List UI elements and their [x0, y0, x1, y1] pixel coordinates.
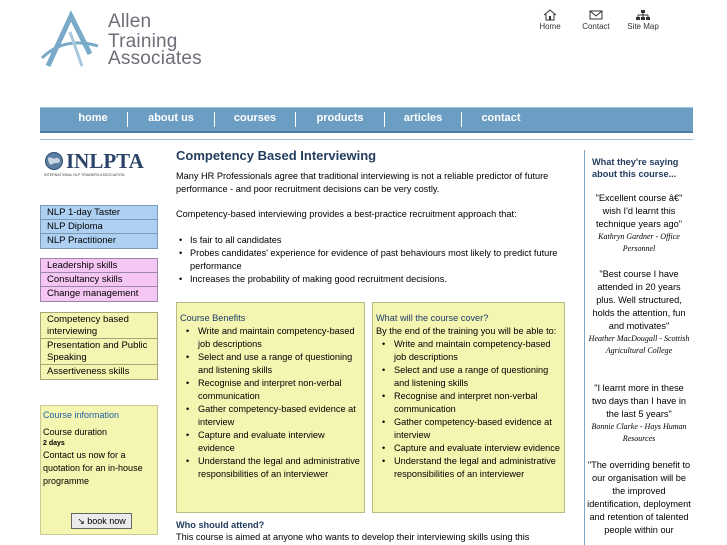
logo-text-line1: Allen — [108, 11, 152, 32]
nav-products[interactable]: products — [316, 112, 364, 124]
sidebar-item-leadership[interactable]: Leadership skills — [40, 258, 158, 274]
logo-text-line2: Training — [108, 31, 178, 52]
list-item: • Capture and evaluate interview evidence — [376, 442, 561, 455]
list-item: • Probes candidates' experience for evidence of past behaviours most likely to predict future performance — [176, 247, 576, 273]
course-info-box — [40, 405, 158, 535]
contact-link[interactable] — [580, 9, 612, 31]
sitemap-icon — [636, 9, 650, 21]
sidebar-item-change-management[interactable]: Change management — [40, 286, 158, 302]
book-now-button[interactable] — [71, 513, 132, 529]
sidebar-item-nlp-taster[interactable]: NLP 1-day Taster — [40, 205, 158, 221]
sitemap-link-label: Site Map — [627, 22, 659, 31]
sidebar-item-assertiveness[interactable]: Assertiveness skills — [40, 364, 158, 380]
globe-icon — [44, 151, 64, 171]
course-contact-text: Contact us now for a quotation for an in-house programme — [43, 450, 143, 486]
list-item: • Is fair to all candidates — [176, 234, 576, 247]
page-title: Competency Based Interviewing — [176, 148, 377, 163]
book-now-label: book now — [87, 516, 126, 526]
course-info-title: Course information — [43, 410, 120, 420]
nav-about-us[interactable]: about us — [148, 112, 194, 124]
company-logo-icon[interactable] — [40, 10, 102, 70]
course-cover-box — [372, 302, 565, 513]
intro-paragraph: Many HR Professionals agree that traditional interviewing is not a reliable predictor of future performance - and poor recruitment decisions can be very costly. — [176, 171, 549, 194]
contact-link-label: Contact — [582, 22, 610, 31]
testimonial-author: Kathryn Gardner - Office Personnel — [598, 232, 680, 253]
testimonial — [587, 382, 691, 445]
course-benefits-title: Course Benefits — [180, 313, 246, 323]
list-item: • Gather competency-based evidence at interview — [376, 416, 561, 442]
nav-courses[interactable]: courses — [233, 112, 277, 124]
home-link-label: Home — [539, 22, 561, 31]
sidebar-item-nlp-practitioner[interactable]: NLP Practitioner — [40, 233, 158, 249]
list-item: • Write and maintain competency-based job descriptions — [376, 338, 561, 364]
list-item: • Capture and evaluate interview evidence — [180, 429, 361, 455]
home-link[interactable] — [536, 9, 564, 31]
testimonial-author: Bonnie Clarke - Hays Human Resources — [591, 422, 687, 443]
logo-text-line3: Associates — [108, 48, 202, 69]
course-duration-value: 2 days — [43, 440, 65, 447]
list-item: • Recognise and interpret non-verbal communication — [376, 390, 561, 416]
list-item: • Gather competency-based evidence at interview — [180, 403, 361, 429]
testimonial-quote: "Excellent course â€" wish I'd learnt this technique years ago" — [595, 193, 683, 229]
nav-divider — [40, 139, 693, 140]
testimonial-quote: "The overriding benefit to our organisation will be the improved identification, deployment and retention of talented people within our — [587, 460, 691, 535]
course-cover-lead: By the end of the training you will be able to: — [376, 326, 557, 336]
nav-contact[interactable]: contact — [481, 112, 521, 124]
benefits-list — [180, 325, 361, 481]
home-icon — [543, 9, 557, 21]
list-item: • Recognise and interpret non-verbal communication — [180, 377, 361, 403]
testimonial — [587, 459, 691, 537]
list-item: • Understand the legal and administrative responsibilities of an interviewer — [180, 455, 361, 481]
sidebar-item-presentation[interactable]: Presentation and Public Speaking — [40, 338, 158, 365]
testimonial-quote: "Best course I have attended in 20 years plus. Well structured, holds the attention, fun and motivates" — [592, 269, 686, 331]
column-divider — [584, 150, 585, 545]
course-cover-title: What will the course cover? — [376, 313, 489, 323]
arrow-icon: ↘ — [77, 516, 85, 526]
lead-paragraph: Competency-based interviewing provides a best-practice recruitment approach that: — [176, 209, 517, 219]
inlpta-subtitle: INTERNATIONAL NLP TRAINERS ASSOCIATION — [44, 173, 125, 177]
sidebar-item-nlp-diploma[interactable]: NLP Diploma — [40, 219, 158, 235]
list-item: • Write and maintain competency-based job descriptions — [180, 325, 361, 351]
course-benefits-box — [176, 302, 365, 513]
inlpta-name: INLPTA — [66, 149, 144, 173]
list-item: • Select and use a range of questioning and listening skills — [376, 364, 561, 390]
approach-list — [176, 234, 576, 286]
sidebar-item-consultancy[interactable]: Consultancy skills — [40, 272, 158, 288]
course-duration-label: Course duration — [43, 427, 108, 437]
nav-articles[interactable]: articles — [403, 112, 443, 124]
testimonial — [587, 192, 691, 255]
testimonial-author: Heather MacDougall - Scottish Agricultural College — [588, 334, 690, 355]
nav-home[interactable]: home — [78, 112, 108, 124]
list-item: • Select and use a range of questioning and listening skills — [180, 351, 361, 377]
list-item: • Understand the legal and administrative responsibilities of an interviewer — [376, 455, 561, 481]
testimonial-quote: "I learnt more in these two days than I have in the last 5 years" — [592, 383, 686, 419]
cover-list — [376, 338, 561, 481]
attend-text: This course is aimed at anyone who wants to develop their interviewing skills using this — [176, 532, 530, 542]
sitemap-link[interactable] — [625, 9, 661, 31]
testimonials-title: What they're saying about this course... — [592, 157, 679, 179]
inlpta-logo[interactable] — [44, 150, 156, 177]
main-nav — [40, 107, 693, 133]
testimonial — [587, 268, 691, 357]
list-item: • Increases the probability of making good recruitment decisions. — [176, 273, 576, 286]
attend-title: Who should attend? — [176, 520, 265, 530]
envelope-icon — [589, 9, 603, 21]
sidebar-item-competency-interviewing[interactable]: Competency based interviewing — [40, 312, 158, 339]
